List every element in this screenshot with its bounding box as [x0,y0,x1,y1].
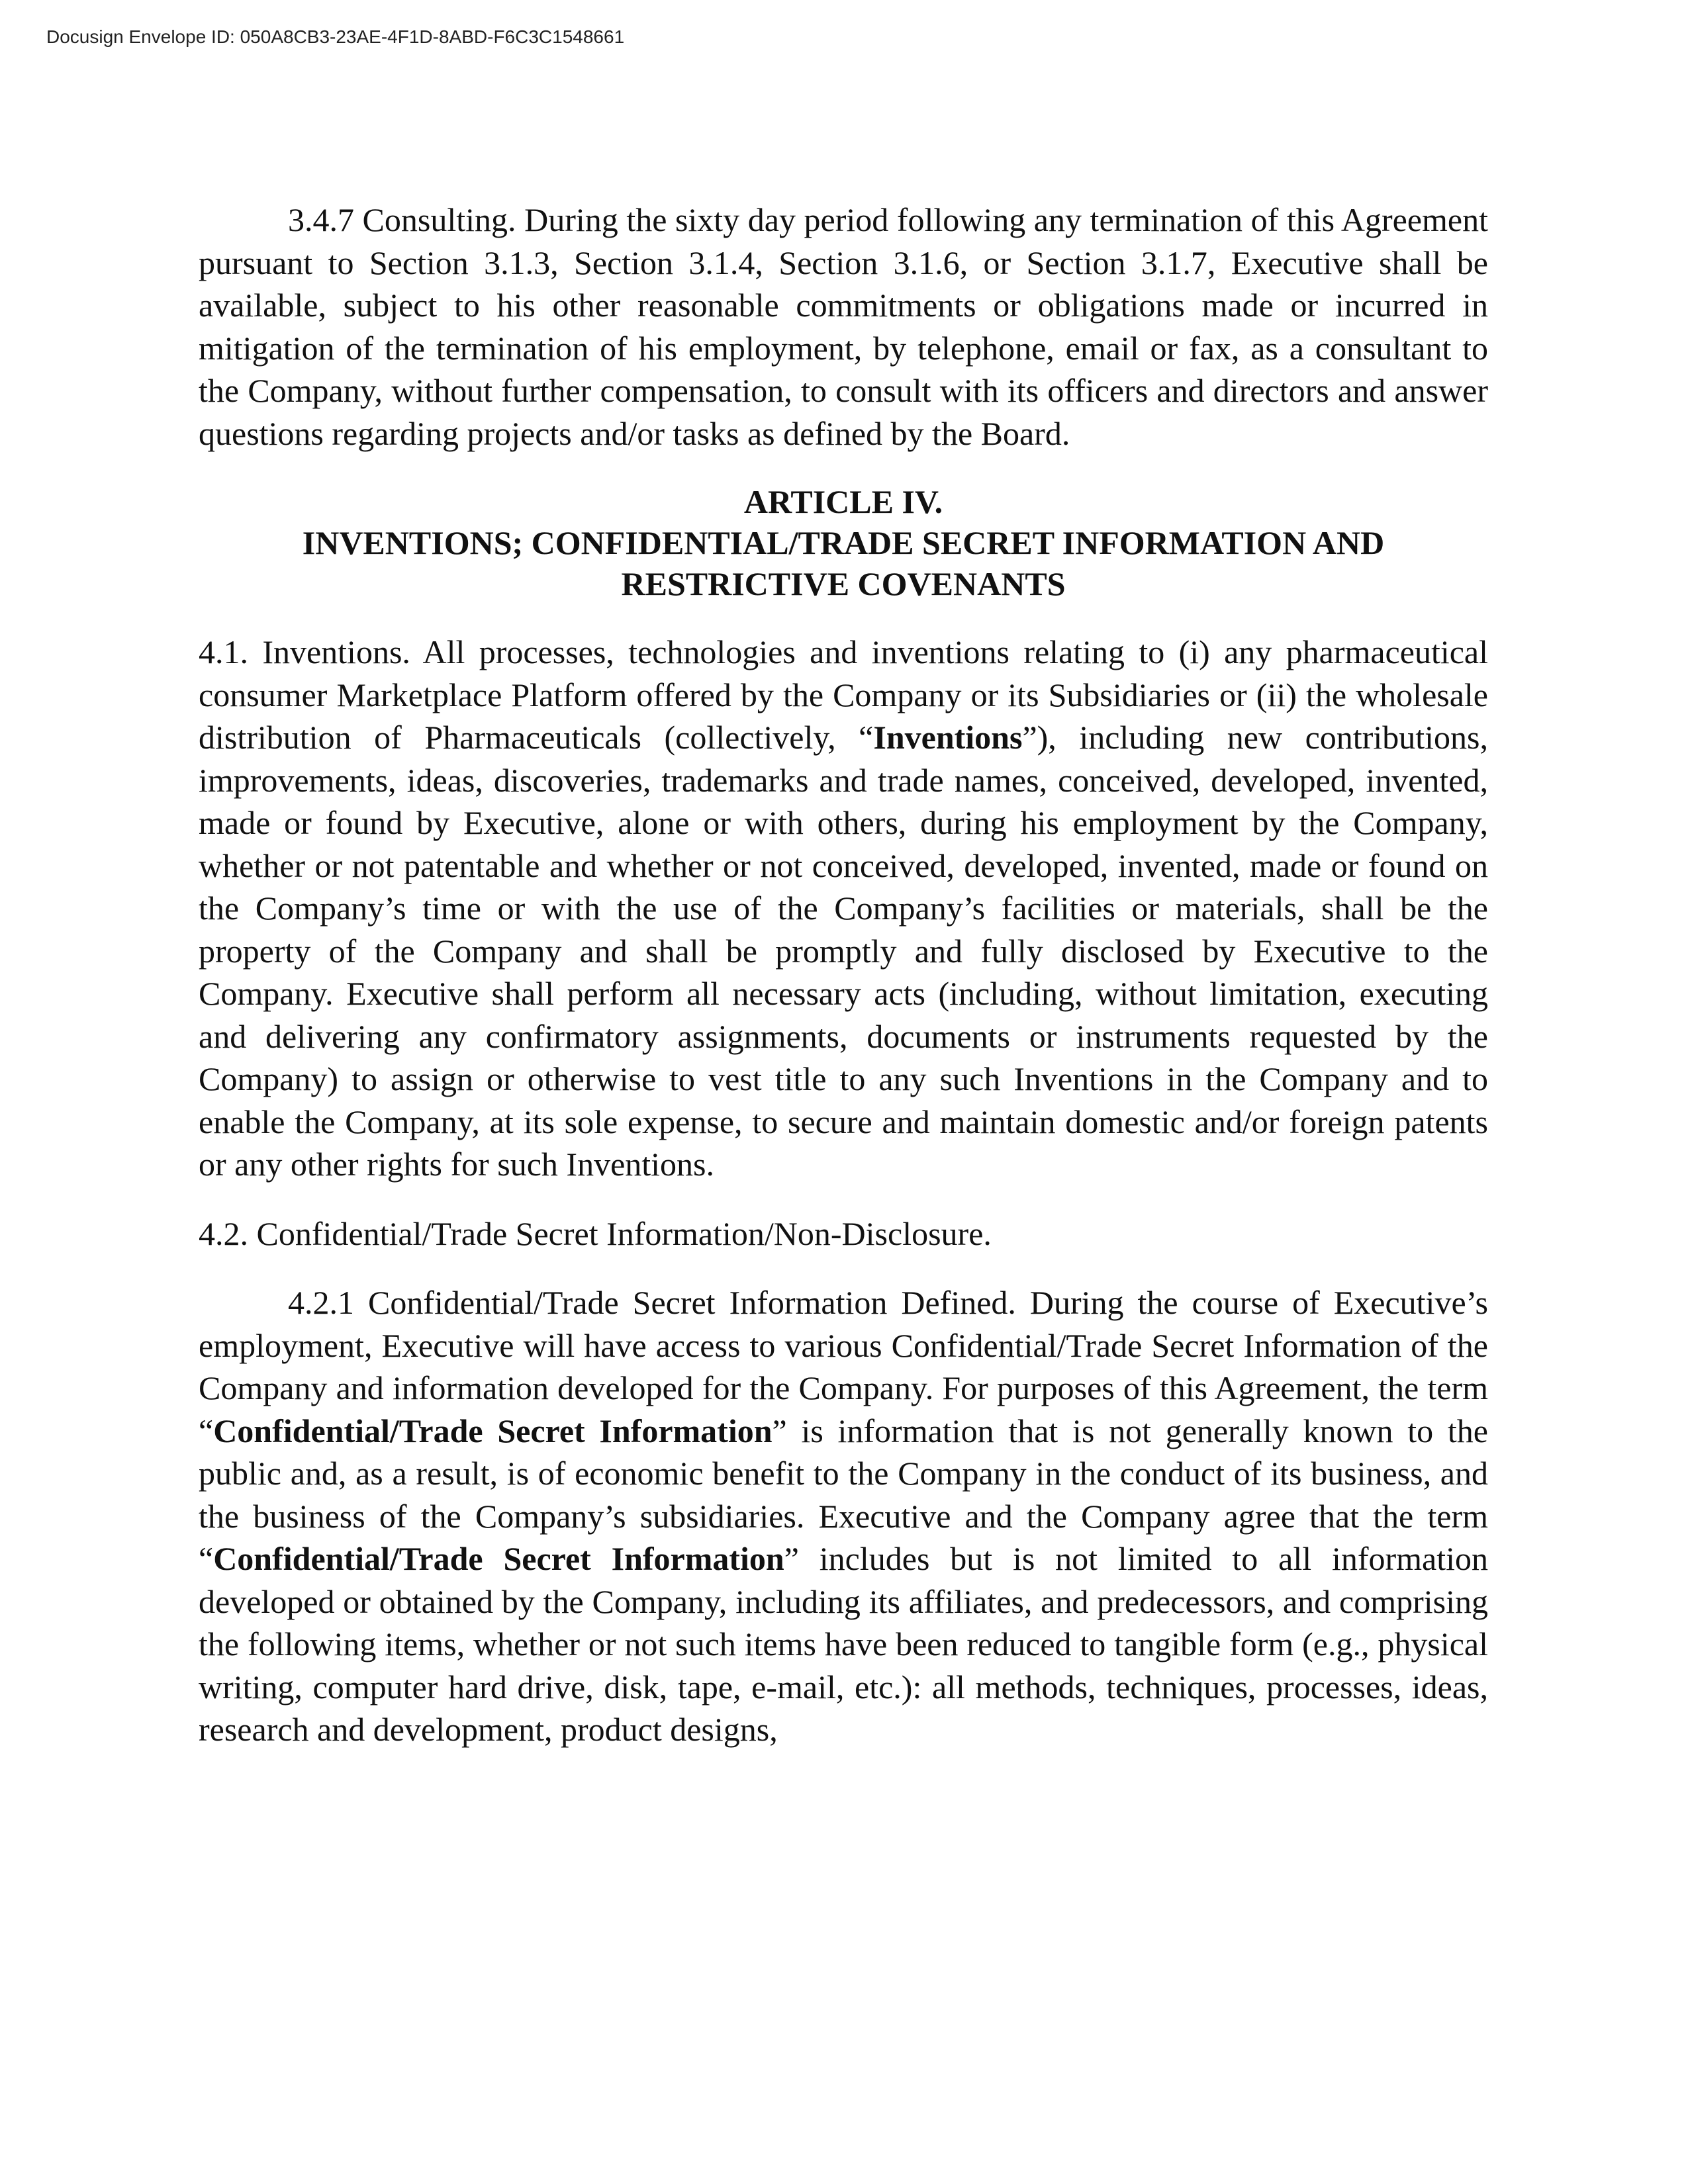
defined-term-confidential-info-1: Confidential/Trade Secret Information [213,1412,773,1449]
section-3-4-7-paragraph: 3.4.7 Consulting. During the sixty day period following any termination of this Agreement pursuant to Section 3.1.3, Section 3.1.4, Section 3.1.6, or Section 3.1.7, Executive shall be available, subject to his other reasonable commitments or obligations made or incurred in mitigation of the termination of his employment, by telephone, email or fax, as a consultant to the Company, without further compensation, to consult with its officers and directors and answer questions regarding projects and/or tasks as defined by the Board. [199,201,1488,452]
section-4-2-1-text-part-3: ” includes but is not limited to all information developed or obtained by the Company, including its affiliates, and predecessors, and comprising the following items, whether or not such items have been reduced to tangible form (e.g., physical writing, computer hard drive, disk, tape, e-mail, etc.): all methods, techniques, processes, ideas, research and development, product designs, [199,1540,1489,1748]
section-4-2-1-paragraph [199,1281,1488,1751]
document-body [199,199,1488,1778]
section-4-1-paragraph [199,631,1488,1186]
article-number: ARTICLE IV. [743,483,943,520]
article-title-line-2: RESTRICTIVE COVENANTS [621,565,1066,602]
defined-term-confidential-info-2: Confidential/Trade Secret Information [213,1540,784,1577]
article-iv-heading [199,481,1488,604]
section-4-1-text-before: 4.1. Inventions. All processes, technologies and inventions relating to (i) any pharmaceutical consumer Marketplace Platform offered by the Company or its Subsidiaries or (ii) the wholesale distribution of Pharmaceuticals (collectively, “ [199,633,1488,756]
section-4-1-text-after: ”), including new contributions, improvements, ideas, discoveries, trademarks and trade names, conceived, developed, invented, made or found by Executive, alone or with others, during his employment by the Company, whether or not patentable and whether or not conceived, developed, invented, made or found on the Company’s time or with the use of the Company’s facilities or materials, shall be the property of the Company and shall be promptly and fully disclosed by Executive to the Company. Executive shall perform all necessary acts (including, without limitation, executing and delivering any confirmatory assignments, documents or instruments requested by the Company) to assign or otherwise to vest title to any such Inventions in the Company and to enable the Company, at its sole expense, to secure and maintain domestic and/or foreign patents or any other rights for such Inventions. [199,719,1488,1183]
docusign-envelope-id: Docusign Envelope ID: 050A8CB3-23AE-4F1D-8ABD-F6C3C1548661 [46,26,625,47]
section-4-2-heading: 4.2. Confidential/Trade Secret Information/Non-Disclosure. [199,1214,992,1252]
defined-term-inventions: Inventions [873,719,1023,756]
section-4-2-1-text-part-2: ” is information that is not generally known to the public and, as a result, is of economic benefit to the Company in the conduct of its business, and the business of the Company’s subsidiaries. Executive and the Company agree that the term “ [199,1412,1488,1577]
section-4-2-1-text-part-1: 4.2.1 Confidential/Trade Secret Information Defined. During the course of Executive’s employment, Executive will have access to various Confidential/Trade Secret Information of the Company and information developed for the Company. For purposes of this Agreement, the term “ [199,1284,1488,1449]
article-title-line-1: INVENTIONS; CONFIDENTIAL/TRADE SECRET INFORMATION AND [302,524,1385,561]
